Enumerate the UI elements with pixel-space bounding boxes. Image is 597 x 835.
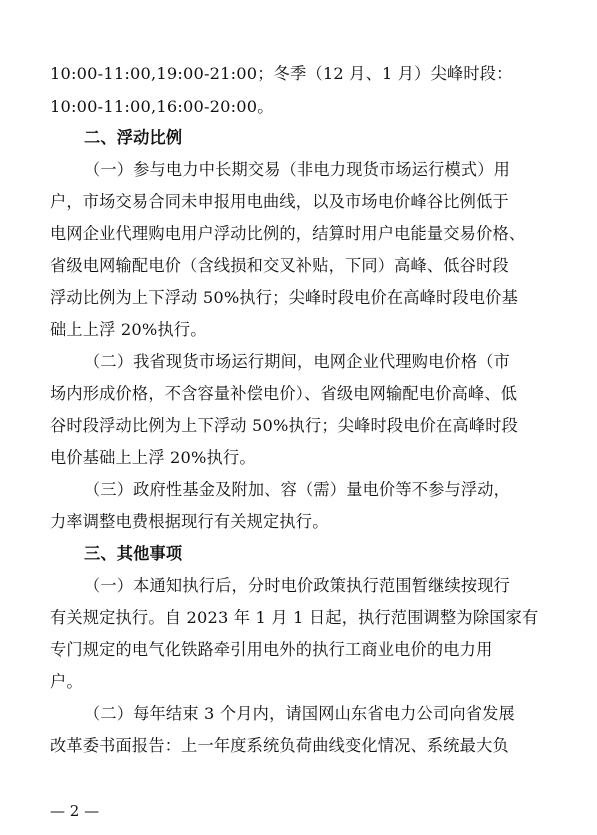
paragraph-2-2-line-1: （二）我省现货市场运行期间，电网企业代理购电价格（市 [84,352,511,371]
paragraph-3-1-line-1: （一）本通知执行后，分时电价政策执行范围暂继续按现行 [84,576,511,595]
paragraph-2-2-line-4: 电价基础上上浮 20%执行。 [50,448,256,467]
paragraph-2-1-line-2: 户，市场交易合同未申报用电曲线，以及市场电价峰谷比例低于 [50,192,509,211]
paragraph-2-2-line-2: 场内形成价格，不含容量补偿电价）、省级电网输配电价高峰、低 [50,384,518,403]
paragraph-3-1-line-3: 专门规定的电气化铁路牵引用电外的执行工商业电价的电力用 [50,640,493,659]
text-line-2: 10:00-11:00,16:00-20:00。 [50,97,274,116]
paragraph-2-3-line-1: （三）政府性基金及附加、容（需）量电价等不参与浮动， [84,480,511,499]
section-heading-2: 二、浮动比例 [84,128,183,147]
paragraph-2-3-line-2: 力率调整电费根据现行有关规定执行。 [50,512,329,531]
paragraph-2-1-line-1: （一）参与电力中长期交易（非电力现货市场运行模式）用 [84,160,511,179]
page-number: — 2 — [50,802,100,820]
paragraph-2-1-line-3: 电网企业代理购电用户浮动比例的，结算时用户电能量交易价格、 [50,224,526,243]
paragraph-3-1-line-2: 有关规定执行。自 2023 年 1 月 1 日起，执行范围调整为除国家有 [50,608,539,627]
text-line-1: 10:00-11:00,19:00-21:00；冬季（12 月、1 月）尖峰时段： [50,64,513,83]
paragraph-2-1-line-6: 础上上浮 20%执行。 [50,320,207,339]
paragraph-3-2-line-2: 改革委书面报告：上一年度系统负荷曲线变化情况、系统最大负 [50,736,509,755]
paragraph-2-1-line-4: 省级电网输配电价（含线损和交叉补贴，下同）高峰、低谷时段 [50,256,509,275]
section-heading-3: 三、其他事项 [84,544,183,563]
paragraph-3-1-line-4: 户。 [50,672,83,691]
paragraph-3-2-line-1: （二）每年结束 3 个月内，请国网山东省电力公司向省发展 [84,704,515,723]
paragraph-2-2-line-3: 谷时段浮动比例为上下浮动 50%执行；尖峰时段电价在高峰时段 [50,416,518,435]
paragraph-2-1-line-5: 浮动比例为上下浮动 50%执行；尖峰时段电价在高峰时段电价基 [50,288,518,307]
